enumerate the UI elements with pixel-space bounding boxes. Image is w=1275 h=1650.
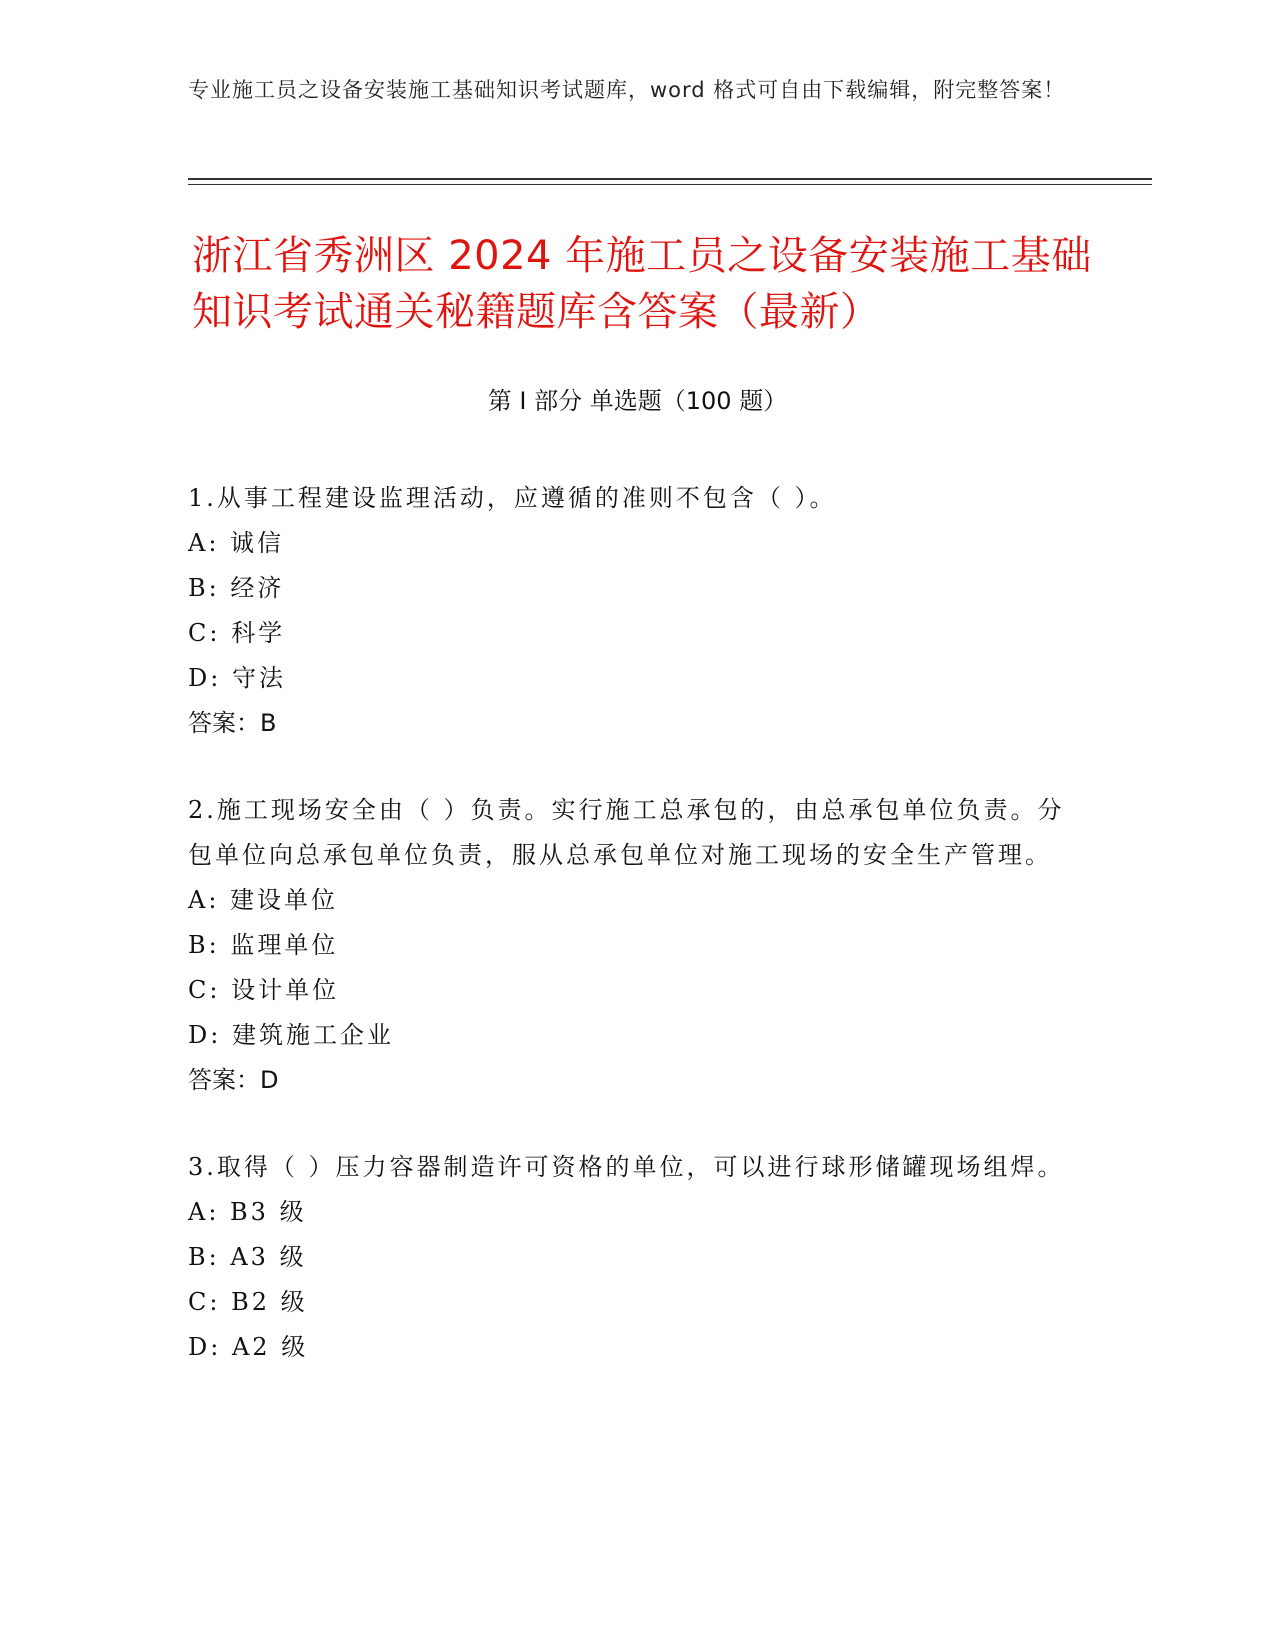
option-c: C: 科学: [188, 619, 286, 647]
section-heading: 第 I 部分 单选题（100 题）: [487, 387, 788, 415]
option-b: B: 经济: [188, 574, 285, 602]
option-b: B: 监理单位: [188, 931, 339, 959]
option-c: C: B2 级: [188, 1288, 308, 1316]
header-note: 专业施工员之设备安装施工基础知识考试题库，word 格式可自由下载编辑，附完整答案！: [188, 78, 1066, 102]
option-d: D: A2 级: [188, 1333, 309, 1361]
header-rule-thick: [188, 178, 1152, 180]
answer: 答案：B: [188, 709, 277, 737]
option-d: D: 守法: [188, 664, 286, 692]
option-a: A: 建设单位: [188, 886, 339, 914]
answer: 答案：D: [188, 1066, 279, 1094]
question-stem: 1.从事工程建设监理活动，应遵循的准则不包含（ ）。: [188, 484, 837, 512]
document-title: 浙江省秀洲区 2024 年施工员之设备安装施工基础知识考试通关秘籍题库含答案（最新）: [192, 233, 1092, 335]
question-1: [188, 476, 1068, 746]
question-2: [188, 788, 1068, 1103]
question-3: [188, 1145, 1068, 1370]
option-b: B: A3 级: [188, 1243, 307, 1271]
option-c: C: 设计单位: [188, 976, 340, 1004]
question-stem: 3.取得（ ）压力容器制造许可资格的单位，可以进行球形储罐现场组焊。: [188, 1153, 1065, 1181]
option-d: D: 建筑施工企业: [188, 1021, 394, 1049]
question-list: [188, 476, 1068, 1412]
header-rule-thin: [188, 184, 1152, 185]
question-stem: 2.施工现场安全由（ ）负责。实行施工总承包的，由总承包单位负责。分包单位向总承包单位负责，服从总承包单位对施工现场的安全生产管理。: [188, 796, 1065, 869]
option-a: A: B3 级: [188, 1198, 307, 1226]
option-a: A: 诚信: [188, 529, 285, 557]
